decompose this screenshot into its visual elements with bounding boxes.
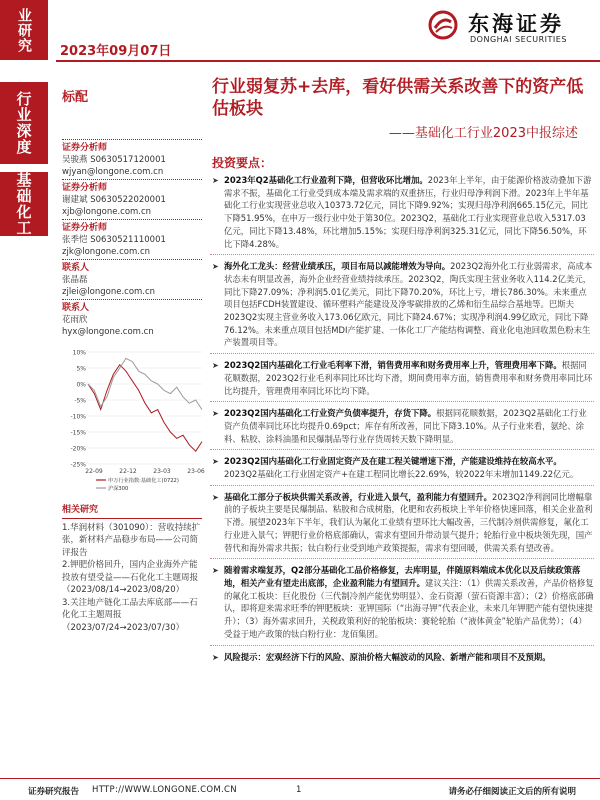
related-research <box>62 504 202 634</box>
bullet-arrow-icon: ➤ <box>212 566 219 576</box>
related-item[interactable]: 2.钾肥价格回升，国内企业海外产能投放有望受益——石化化工主题周报（2023/08/14→2023/08/20） <box>62 560 199 595</box>
point-lead: 2023年Q2基础化工行业盈利下降，但营收环比增加。 <box>224 175 428 185</box>
point-lead: 基础化工部分子板块供需关系改善，行业进入景气，盈利能力有望回升。 <box>224 491 492 502</box>
analyst-role: 联系人 <box>62 259 202 274</box>
point-lead: 2023Q2国内基础化工行业固定资产及在建工程关键增速下滑，产能建设维持在较高水平。 <box>224 456 562 467</box>
report-title: 行业弱复苏+去库，看好供需关系改善下的资产低估板块 <box>212 77 584 119</box>
related-heading: 相关研究 <box>62 504 202 519</box>
band-top-label: 业研究 <box>0 0 48 60</box>
page-number: 1 <box>296 785 302 795</box>
report-date: 2023年09月07日 <box>60 44 172 59</box>
point-text: 2023Q2海外化工行业弱需求，高成本状态未有明显改善，海外企业经营业绩持续承压。2023Q2，陶氏实现主营业务收入114.2亿美元，同比下降27.09%；净利润5.01亿美元，同比下降70.20%，环比上亏，增长786.30%。未来重点项目包括FCDH装置建设、循环塑料产能建设及净零碳排放的乙烯和衍生品综合基地等。巴斯夫2023Q2实现主营业务收入173.06亿欧元，同比下降24.67%；实现净利润4.99亿欧元，同比下降76.12%。未来重点项目包括MDI产能扩建、一体化工厂产能结构调整、商业化电池回收黑色粉末生产装置项目等。 <box>224 261 593 348</box>
analyst-info: 张晶磊 <box>62 275 88 285</box>
bullet-arrow-icon: ➤ <box>212 409 219 419</box>
legend-label: 沪深300 <box>108 486 129 492</box>
analyst-list <box>62 138 202 338</box>
analyst-info: wjyan@longone.com.cn <box>62 167 164 177</box>
point-text: 建议关注：（1）供需关系改善，产品价格修复的氟化工板块：巨化股份（三代制冷剂产能优势明显）、金石资源（萤石资源丰富）；（2）价格底部确认，即将迎来需求旺季的钾肥板块：亚钾国际（“出海寻钾”代表企业，未来几年钾肥产能有望快速提升）；（3）海外需求回升，关税政策利好的轮胎板块：赛轮轮胎（“液体黄金”轮胎产品优势）；（4）受益于地产政策的钛白粉行业：龙佰集团。 <box>224 577 594 639</box>
price-chart <box>62 346 208 496</box>
logo-mark-icon <box>428 10 458 40</box>
footer <box>0 778 600 800</box>
series-line <box>88 365 202 451</box>
y-tick-label: 0% <box>76 381 86 389</box>
y-tick-label: 5% <box>76 365 86 373</box>
bullet-arrow-icon: ➤ <box>212 262 219 272</box>
y-tick-label: 10% <box>72 349 86 357</box>
related-item[interactable]: 3.关注地产链化工品去库底部——石化化工主题周报（2023/07/24→2023/07/30） <box>62 597 198 633</box>
report-subtitle: ——基础化工行业2023中报综述 <box>388 126 578 141</box>
analyst-role: 证券分析师 <box>62 139 202 154</box>
y-tick-label: -25% <box>70 461 86 469</box>
point-lead: 随着需求端复苏，Q2部分基础化工品价格修复，去库明显，伴随原料端成本优化以及后续政策落地，相关产业有望走出底部，企业盈利能力有望回升。 <box>224 565 581 588</box>
side-band <box>0 0 48 800</box>
investment-point <box>210 651 594 668</box>
point-text: 根据同花顺数据，2023Q2行业毛利率同比环比均下滑，期间费用率方面，销售费用率和财务费用率同比环比均提升，管理费用率同比环比均下降。 <box>224 360 593 396</box>
analyst-info: zjk@longone.com.cn <box>62 247 151 257</box>
point-text: 根据同花顺数据，2023Q2基础化工行业资产负债率同比环比均提升0.69pct；库存有所改善，同比下降3.10%。从子行业来看，氨纶、涂料、粘胶、涂料油墨和民爆制品等行业存货周转天数下降明显。 <box>224 408 587 444</box>
legend-label: 申万行业指数:基础化工(0722) <box>108 478 179 484</box>
point-lead: 2023Q2国内基础化工行业资产负债率提升，存货下降。 <box>224 408 437 419</box>
x-tick-label: 23-06 <box>187 468 205 475</box>
analyst-info: 谢建斌 S0630522020001 <box>62 195 166 205</box>
footer-url[interactable]: HTTP://WWW.LONGONE.COM.CN <box>92 785 237 795</box>
industry-label: 基础化工 <box>0 172 48 236</box>
header-rule <box>56 60 600 62</box>
bullet-arrow-icon: ➤ <box>212 492 219 502</box>
bullet-arrow-icon: ➤ <box>212 652 219 662</box>
y-tick-label: -15% <box>70 429 86 437</box>
investment-point <box>210 407 594 450</box>
investment-point <box>210 174 594 255</box>
investment-point <box>210 491 594 560</box>
analyst-info: xjb@longone.com.cn <box>62 207 152 217</box>
point-lead: 风险提示：宏观经济下行的风险、原油价格大幅波动的风险、新增产能和项目不及预期。 <box>224 651 551 662</box>
y-tick-label: -20% <box>70 445 86 453</box>
analyst-info: zjlei@longone.com.cn <box>62 287 156 297</box>
y-tick-label: -10% <box>70 413 86 421</box>
investment-points <box>210 174 594 672</box>
bullet-arrow-icon: ➤ <box>212 176 219 185</box>
logo-text-en: DONGHAI SECURITIES <box>470 35 567 44</box>
rating: 标配 <box>62 90 89 105</box>
report-type-label: 行业深度 <box>0 82 48 164</box>
analyst-role: 证券分析师 <box>62 219 202 234</box>
footer-disclaimer: 请务必仔细阅读正文后的所有说明 <box>448 787 576 797</box>
chart-svg <box>62 346 208 496</box>
analyst-info: 吴骏燕 S0630517120001 <box>62 155 166 165</box>
analyst-role: 联系人 <box>62 299 202 314</box>
footer-label: 证券研究报告 <box>28 787 80 797</box>
investment-point <box>210 260 594 354</box>
company-logo <box>420 6 600 50</box>
x-tick-label: 23-03 <box>153 468 171 475</box>
logo-text-cn: 东海证券 <box>468 11 564 36</box>
analyst-role: 证券分析师 <box>62 179 202 194</box>
point-text: 2023Q2净利润同比增幅靠前的子板块主要是民爆制品、粘胶和合成树脂，化肥和农药板块上半年价格快速回落，相关企业盈利下滑。展望2023年下半年，我们认为氟化工业绩有望环比大幅改善，三代制冷剂供需修复，氟化工行业进入景气；钾肥行业价格底部确认，需求有望回升带动景气提升；轮胎行业中板块领先现，国产替代和海外需求共振；钛白粉行业受到地产政策提振，需求有望回暖，供需关系有望改善。 <box>224 491 593 553</box>
investment-point <box>210 564 594 645</box>
point-lead: 海外化工龙头：经营业绩承压，项目布局以减能增效为导向。 <box>224 261 451 272</box>
analyst-info: 花雨欣 <box>62 315 88 325</box>
related-item[interactable]: 1.华润材料（301090）：营收持续扩张，新材料产品稳步布局——公司简评报告 <box>62 522 201 558</box>
investment-point <box>210 359 594 402</box>
bullet-arrow-icon: ➤ <box>212 361 219 371</box>
analyst-info: hyx@longone.com.cn <box>62 327 154 337</box>
bullet-arrow-icon: ➤ <box>212 457 219 467</box>
point-lead: 2023Q2国内基础化工行业毛利率下滑，销售费用率和财务费用率上升，管理费用率下降。 <box>224 360 562 371</box>
investment-point <box>210 455 594 485</box>
analyst-info: 张季恺 S0630521110001 <box>62 235 166 245</box>
investment-heading: 投资要点： <box>212 156 273 170</box>
point-text: 2023Q2基础化工行业固定资产+在建工程同比增长22.69%，较2022年末增加1149.22亿元。 <box>224 469 579 480</box>
x-tick-label: 22-12 <box>119 468 137 475</box>
x-tick-label: 22-09 <box>85 468 103 475</box>
point-text: 2023年上半年，由于能源价格波动叠加下游需求不振，基础化工行业受到成本端及需求端的双重挤压，行业归母净利润下滑。2023年上半年基础化工行业实现营业总收入10373.72亿元，同比下降9.92%；实现归母净利润665.15亿元，同比下降51.95%，在申万一级行业中处于第30位。2023Q2，基础化工行业实现营业总收入5317.03亿元，同比下降13.48%，环比增加5.15%；实现归母净利润325.31亿元，同比下降56.50%，环比下降4.28%。 <box>224 175 592 249</box>
y-tick-label: -5% <box>74 397 86 405</box>
